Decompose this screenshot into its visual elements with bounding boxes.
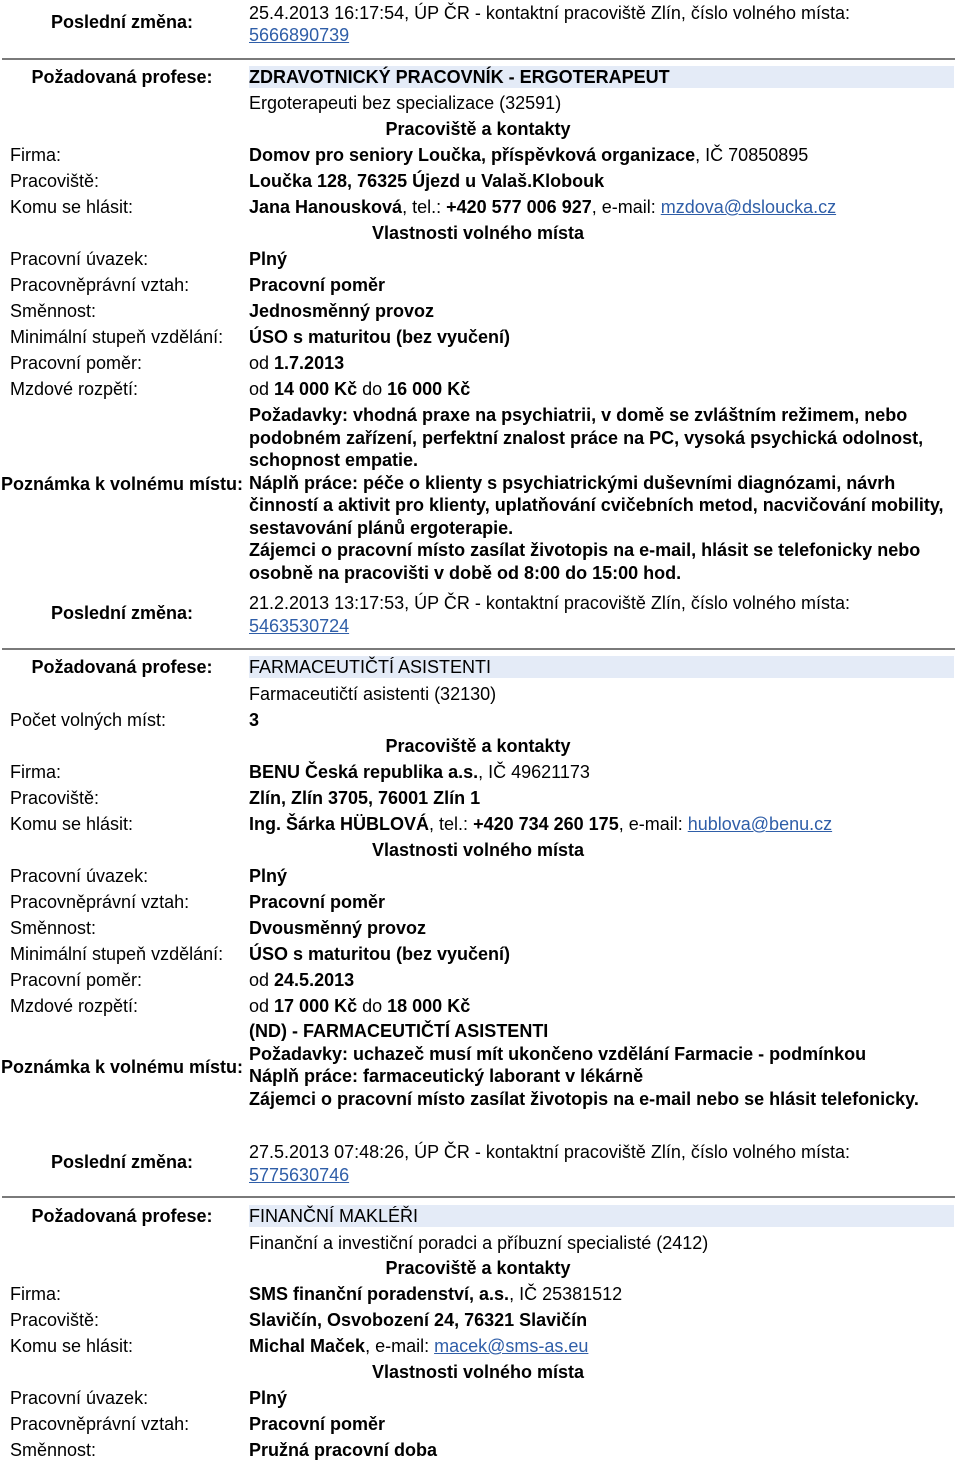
- label-vztah: Pracovněprávní vztah:: [10, 275, 190, 295]
- contact-email-link[interactable]: hublova@benu.cz: [687, 814, 833, 834]
- label-uvazek: Pracovní úvazek:: [10, 249, 149, 269]
- label-komu: Komu se hlásit:: [10, 1336, 134, 1356]
- workload-value: Plný: [249, 866, 288, 886]
- start-date-row: od 1.7.2013: [249, 353, 345, 373]
- label-pomer: Pracovní poměr:: [10, 353, 143, 373]
- label-poznamka: Poznámka k volnému místu:: [0, 474, 244, 494]
- label-smennost: Směnnost:: [10, 301, 97, 321]
- label-smennost: Směnnost:: [10, 918, 97, 938]
- vacancy-number-link[interactable]: 5463530724: [249, 616, 350, 636]
- label-vzdelani: Minimální stupeň vzdělání:: [10, 944, 224, 964]
- label-vztah: Pracovněprávní vztah:: [10, 892, 190, 912]
- note-paragraph: (ND) - FARMACEUTIČTÍ ASISTENTI: [249, 1021, 549, 1041]
- section-heading-contacts: Pracoviště a kontakty: [385, 736, 571, 756]
- company-row: BENU Česká republika a.s., IČ 49621173: [249, 762, 590, 782]
- employment-relation-value: Pracovní poměr: [249, 892, 386, 912]
- listing-note: [249, 1020, 949, 1110]
- label-vzdelani: Minimální stupeň vzdělání:: [10, 327, 224, 347]
- vacancy-count: 3: [249, 710, 260, 730]
- label-firma: Firma:: [10, 762, 61, 782]
- vacancy-number-link[interactable]: 5775630746: [249, 1165, 350, 1185]
- section-heading-properties: Vlastnosti volného místa: [371, 223, 585, 243]
- company-name: Domov pro seniory Loučka, příspěvková organizace: [249, 145, 696, 165]
- label-firma: Firma:: [10, 145, 61, 165]
- note-paragraph: Náplň práce: farmaceutický laborant v lékárně: [249, 1066, 644, 1086]
- education-value: ÚSO s maturitou (bez vyučení): [249, 944, 511, 964]
- education-value: ÚSO s maturitou (bez vyučení): [249, 327, 511, 347]
- company-id: 49621173: [511, 762, 590, 782]
- salary-to: 16 000 Kč: [387, 379, 471, 399]
- label-pracoviste: Pracoviště:: [10, 171, 100, 191]
- section-heading-properties: Vlastnosti volného místa: [371, 840, 585, 860]
- company-name: BENU Česká republika a.s.: [249, 762, 479, 782]
- company-row: Domov pro seniory Loučka, příspěvková organizace, IČ 70850895: [249, 145, 809, 165]
- company-id: 70850895: [728, 145, 809, 165]
- label-komu: Komu se hlásit:: [10, 197, 134, 217]
- contact-email-link[interactable]: macek@sms-as.eu: [434, 1336, 589, 1356]
- salary-from: 14 000 Kč: [274, 379, 358, 399]
- profession-title: FINANČNÍ MAKLÉŘI: [249, 1206, 419, 1226]
- label-firma: Firma:: [10, 1284, 61, 1304]
- salary-row: od 14 000 Kč do 16 000 Kč: [249, 379, 471, 399]
- label-pozadovana-profese: Požadovaná profese:: [31, 67, 213, 87]
- label-pracoviste: Pracoviště:: [10, 788, 100, 808]
- contact-name: Ing. Šárka HÜBLOVÁ: [249, 814, 430, 834]
- note-paragraph: Požadavky: uchazeč musí mít ukončeno vzdělání Farmacie - podmínkou: [249, 1043, 867, 1064]
- divider: [2, 648, 955, 650]
- label-pozadovana-profese: Požadovaná profese:: [31, 1206, 213, 1226]
- employment-relation-value: Pracovní poměr: [249, 1414, 386, 1434]
- workplace-address: Zlín, Zlín 3705, 76001 Zlín 1: [249, 788, 481, 808]
- workload-value: Plný: [249, 1388, 288, 1408]
- change-text: 25.4.2013 16:17:54, ÚP ČR - kontaktní pracoviště Zlín, číslo volného místa:: [249, 3, 850, 23]
- section-heading-contacts: Pracoviště a kontakty: [385, 1258, 571, 1278]
- workplace-address: Loučka 128, 76325 Újezd u Valaš.Klobouk: [249, 171, 605, 191]
- profession-category: Ergoterapeuti bez specializace (32591): [249, 93, 562, 113]
- shift-value: Dvousměnný provoz: [249, 918, 427, 938]
- label-pomer: Pracovní poměr:: [10, 970, 143, 990]
- company-row: SMS finanční poradenství, a.s., IČ 25381512: [249, 1284, 623, 1304]
- profession-category: Finanční a investiční poradci a příbuzní specialisté (2412): [249, 1233, 709, 1253]
- salary-to: 18 000 Kč: [387, 996, 471, 1016]
- note-paragraph: Náplň práce: péče o klienty s psychiatrickými duševními diagnózami, návrh činností a aktivit pro klienty, uplatňování cvičebních metod, nacvičování mobility, sestavování plánů ergoterapie.: [249, 472, 944, 538]
- salary-from: 17 000 Kč: [274, 996, 358, 1016]
- listing-note: [249, 404, 949, 584]
- start-date-row: od 24.5.2013: [249, 970, 355, 990]
- contact-phone: +420 734 260 175: [473, 814, 619, 834]
- contact-row: Michal Maček, e-mail: macek@sms-as.eu: [249, 1336, 589, 1356]
- profession-title: ZDRAVOTNICKÝ PRACOVNÍK - ERGOTERAPEUT: [249, 67, 670, 87]
- divider: [2, 58, 955, 60]
- vacancy-number-link[interactable]: 5666890739: [249, 25, 350, 45]
- label-posledni-zmena: Poslední změna:: [50, 1152, 194, 1172]
- divider: [2, 1196, 955, 1198]
- label-pocet: Počet volných míst:: [10, 710, 167, 730]
- label-uvazek: Pracovní úvazek:: [10, 866, 149, 886]
- workload-value: Plný: [249, 249, 288, 269]
- note-paragraph: Požadavky: vhodná praxe na psychiatrii, v domě se zvláštním režimem, nebo podobném zařízení, perfektní znalost práce na PC, vysoká psychická odolnost, schopnost empatie.: [249, 405, 924, 470]
- label-pozadovana-profese: Požadovaná profese:: [31, 657, 213, 677]
- employment-relation-value: Pracovní poměr: [249, 275, 386, 295]
- section-heading-contacts: Pracoviště a kontakty: [385, 119, 571, 139]
- label-uvazek: Pracovní úvazek:: [10, 1388, 149, 1408]
- change-text: 27.5.2013 07:48:26, ÚP ČR - kontaktní pracoviště Zlín, číslo volného místa:: [249, 1142, 850, 1162]
- label-mzda: Mzdové rozpětí:: [10, 996, 139, 1016]
- start-date: 24.5.2013: [274, 970, 355, 990]
- note-paragraph: Zájemci o pracovní místo zasílat životopis na e-mail nebo se hlásit telefonicky.: [249, 1088, 919, 1109]
- shift-value: Pružná pracovní doba: [249, 1440, 438, 1460]
- start-date: 1.7.2013: [274, 353, 345, 373]
- contact-name: Jana Hanousková: [249, 197, 403, 217]
- label-pracoviste: Pracoviště:: [10, 1310, 100, 1330]
- workplace-address: Slavičín, Osvobození 24, 76321 Slavičín: [249, 1310, 588, 1330]
- label-vztah: Pracovněprávní vztah:: [10, 1414, 190, 1434]
- profession-category: Farmaceutičtí asistenti (32130): [249, 684, 497, 704]
- note-paragraph: Zájemci o pracovní místo zasílat životopis na e-mail, hlásit se telefonicky nebo osobně na pracovišti v době od 8:00 do 15:00 hod.: [249, 540, 921, 583]
- label-mzda: Mzdové rozpětí:: [10, 379, 139, 399]
- contact-phone: +420 577 006 927: [446, 197, 592, 217]
- shift-value: Jednosměnný provoz: [249, 301, 435, 321]
- company-id: 25381512: [542, 1284, 623, 1304]
- contact-email-link[interactable]: mzdova@dsloucka.cz: [660, 197, 837, 217]
- contact-name: Michal Maček: [249, 1336, 366, 1356]
- salary-row: od 17 000 Kč do 18 000 Kč: [249, 996, 471, 1016]
- company-name: SMS finanční poradenství, a.s.: [249, 1284, 510, 1304]
- label-smennost: Směnnost:: [10, 1440, 97, 1460]
- section-heading-properties: Vlastnosti volného místa: [371, 1362, 585, 1382]
- change-text: 21.2.2013 13:17:53, ÚP ČR - kontaktní pracoviště Zlín, číslo volného místa:: [249, 593, 850, 613]
- label-posledni-zmena: Poslední změna:: [50, 12, 194, 32]
- contact-row: Jana Hanousková, tel.: +420 577 006 927, e-mail: mzdova@dsloucka.cz: [249, 197, 837, 217]
- profession-title: FARMACEUTIČTÍ ASISTENTI: [249, 657, 492, 677]
- label-poznamka: Poznámka k volnému místu:: [0, 1057, 244, 1077]
- label-posledni-zmena: Poslední změna:: [50, 603, 194, 623]
- label-komu: Komu se hlásit:: [10, 814, 134, 834]
- contact-row: Ing. Šárka HÜBLOVÁ, tel.: +420 734 260 175, e-mail: hublova@benu.cz: [249, 814, 833, 834]
